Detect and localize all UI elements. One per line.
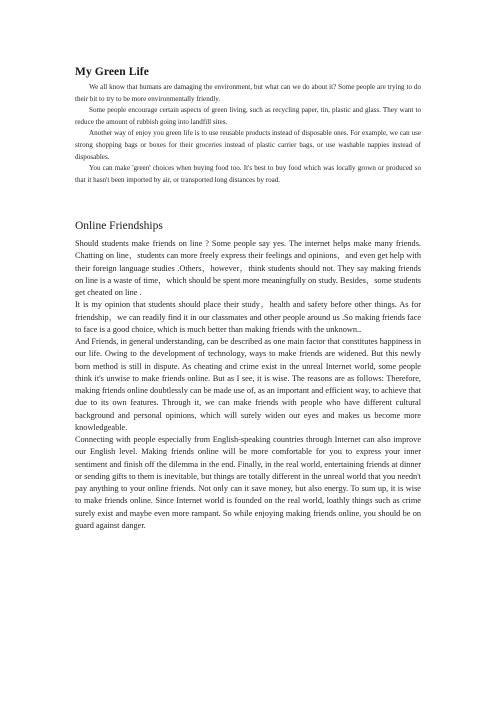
section-body-green-life <box>75 82 421 186</box>
paragraph: You can make 'green' choices when buying food too. It's best to buy food which was locally grown or produced so that it hasn't been imported by air, or transported long distances by road. <box>75 164 421 184</box>
paragraph: Connecting with people especially from English-speaking countries through Internet can also improve our English level. Making friends online will be more comfortable for you to express your inner sentiment and finish off the dilemma in the end. Finally, in the real world, entertaining friends at dinner or sending gifts to them is inevitable, but things are totally different in the unreal world that you needn't pay anything to your online friends. Not only can it save money, but also energy. To sum up, it is wise to make friends online. Since Internet world is founded on the real world, loathly things such as crime surely exist and maybe even more rampant. So while enjoying making friends online, you should be on guard against danger. <box>75 435 421 530</box>
paragraph: It is my opinion that students should place their study，health and safety before other things. As for friendship，we can readily find it in our classmates and other people around us .So making friends face to face is a good choice, which is much better than making friends with the unknown.. <box>75 300 421 334</box>
section-title-green-life: My Green Life <box>75 66 149 78</box>
paragraph: Another way of enjoy you green life is to use reusable products instead of disposable ones. For example, we can use strong shopping bags or boxes for their groceries instead of plastic carrier bags, or use washable nappies instead of disposables. <box>75 129 421 161</box>
paragraph: We all know that humans are damaging the environment, but what can we do about it? Some people are trying to do their bit to try to be more environmentally friendly. <box>75 83 421 103</box>
paragraph: And Friends, in general understanding, can be described as one main factor that constitutes happiness in our life. Owing to the development of technology, ways to make friends are widened. But this newly born method is still in dispute. As cheating and crime exist in the unreal Internet world, some people think it's unwise to make friends online. But as I see, it is wise. The reasons are as follows: Therefore, making friends online doubtlessly can be made use of, as an important and efficient way, to achieve that due to its own features. Through it, we can make friends with people who have different cultural background and personal opinions, which will surely widen our eyes and makes us become more knowledgeable. <box>75 337 421 432</box>
section-title-online-friendships: Online Friendships <box>75 220 163 232</box>
paragraph: Some people encourage certain aspects of green living, such as recycling paper, tin, plastic and glass. They want to reduce the amount of rubbish going into landfill sites. <box>75 106 421 126</box>
paragraph: Should students make friends on line ? Some people say yes. The internet helps make many friends. Chatting on line，students can more freely express their feelings and opinions，and even get help with their foreign language studies .Others，however，think students should not. They say making friends on line is a waste of time，which should be spent more meaningfully on study. Besides，some students get cheated on line . <box>75 239 421 297</box>
section-body-online-friendships <box>75 238 421 532</box>
